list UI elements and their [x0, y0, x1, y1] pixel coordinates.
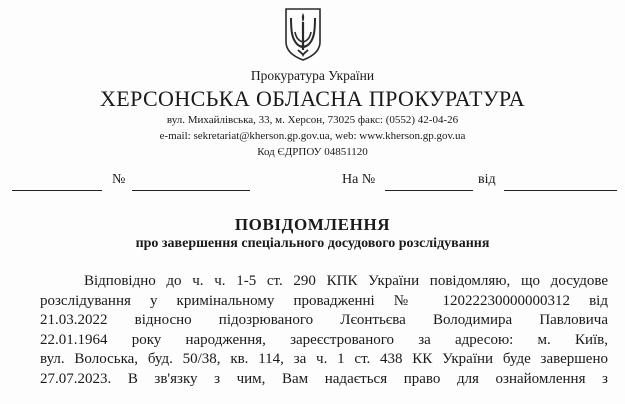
outgoing-date-blank [12, 190, 102, 191]
outgoing-number-label: № [112, 172, 126, 187]
document-title: ПОВІДОМЛЕННЯ [234, 215, 391, 234]
incoming-number-blank [385, 190, 473, 191]
organization-name: ХЕРСОНСЬКА ОБЛАСНА ПРОКУРАТУРА [99, 86, 526, 111]
body-line: 21.03.2022 відносно підозрюваного Лєонтьєва Володимира Павловича [40, 312, 608, 328]
document-subtitle: про завершення спеціального досудового розслідування [135, 236, 490, 251]
incoming-number-label: На № [342, 172, 376, 187]
letterhead-edrpou: Код ЄДРПОУ 04851120 [257, 146, 368, 158]
body-line: вул. Волоська, буд. 50/38, кв. 114, за ч. 1 ст. 438 КК України буде завершено [40, 351, 608, 367]
outgoing-number-blank [132, 190, 250, 191]
incoming-date-blank [504, 190, 617, 191]
body-line: Відповідно до ч. ч. 1-5 ст. 290 КПК України повідомляю, що досудове [84, 273, 608, 289]
body-line: розслідування у кримінальному провадженні № 12022230000000312 від [40, 292, 608, 309]
trident-icon [283, 6, 323, 62]
reference-row [12, 172, 617, 194]
document-body [40, 272, 608, 389]
letterhead-address: вул. Михайлівська, 33, м. Херсон, 73025 факс: (0552) 42-04-26 [166, 114, 459, 126]
letterhead-contacts: e-mail: sekretariat@kherson.gp.gov.ua, web: www.kherson.gp.gov.ua [159, 130, 466, 142]
body-line: 22.01.1964 року народження, зареєстрованого за адресою: м. Київ, [40, 331, 608, 348]
body-line: 27.07.2023. В зв'язку з чим, Вам надається право для ознайомлення з [40, 370, 608, 387]
letterhead-subtitle: Прокуратура України [250, 68, 375, 83]
incoming-date-label: від [478, 172, 496, 187]
